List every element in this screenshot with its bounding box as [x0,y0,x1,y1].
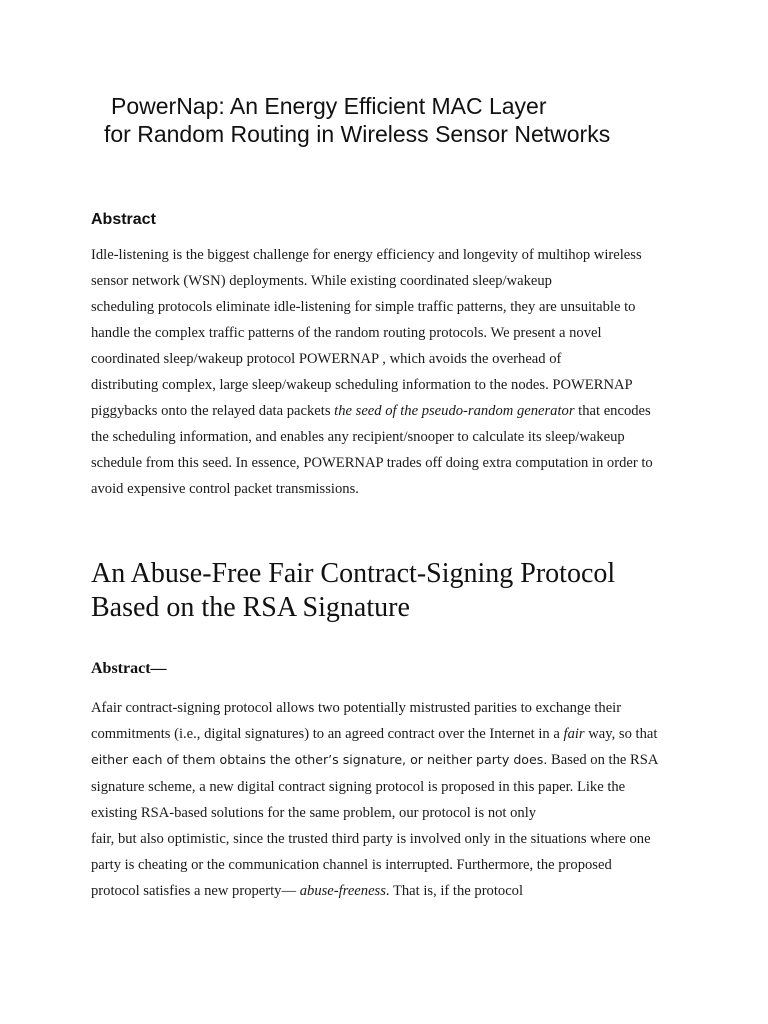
abstract-heading-1: Abstract [91,211,156,228]
abstract-2-line-8-pre: protocol satisfies a new property— [91,883,300,900]
abstract-2-line-3-pre: either each of them obtains the other’s signature, or neither party does. [91,752,548,768]
abstract-2-line: party is cheating or the communication channel is interrupted. Furthermore, the proposed [91,857,612,874]
abstract-1-line: scheduling protocols eliminate idle-listening for simple traffic patterns, they are unsuitable to [91,299,636,315]
abstract-2-line: existing RSA-based solutions for the same problem, our protocol is not only [91,804,537,821]
abstract-1-line: sensor network (WSN) deployments. While existing coordinated sleep/wakeup [91,273,552,289]
abstract-2-line-2-pre: commitments (i.e., digital signatures) to an agreed contract over the Internet in a [91,726,564,743]
abstract-1-line-7-emphasis: the seed of the pseudo-random generator [334,403,575,419]
abstract-body-1 [91,242,653,502]
abstract-1-line-7-post: that encodes [574,403,651,419]
abstract-2-line-mixed [91,878,658,904]
abstract-1-line: the scheduling information, and enables any recipient/snooper to calculate its sleep/wakeup [91,429,625,445]
abstract-1-line-7-pre: piggybacks onto the relayed data packets [91,403,335,419]
abstract-2-line: fair, but also optimistic, since the trusted third party is involved only in the situations where one [91,830,651,847]
abstract-2-line-2-emphasis: fair [563,726,585,743]
abstract-2-line: signature scheme, a new digital contract signing protocol is proposed in this paper. Like the [91,778,626,795]
paper-title-2-line-2: Based on the RSA Signature [91,592,410,623]
abstract-1-line: Idle-listening is the biggest challenge for energy efficiency and longevity of multihop wireless [91,247,642,263]
abstract-1-line: schedule from this seed. In essence, POWERNAP trades off doing extra computation in order to [91,455,653,471]
abstract-1-line: distributing complex, large sleep/wakeup scheduling information to the nodes. POWERNAP [91,377,633,393]
abstract-2-line-2-post: way, so that [584,726,658,743]
paper-title-1-line-2: for Random Routing in Wireless Sensor Networks [104,121,611,147]
abstract-1-line: avoid expensive control packet transmissions. [91,481,359,497]
abstract-1-line: coordinated sleep/wakeup protocol POWERNAP , which avoids the overhead of [91,351,562,367]
abstract-2-line-8-emphasis: abuse-freeness [299,883,386,900]
abstract-heading-2: Abstract— [91,660,167,677]
abstract-2-line-3-post: Based on the RSA [547,752,659,769]
abstract-1-line: handle the complex traffic patterns of the random routing protocols. We present a novel [91,325,602,341]
abstract-2-line-mixed [91,747,658,773]
abstract-body-2 [91,695,658,905]
paper-title-2 [91,557,615,625]
paper-title-1-line-1: PowerNap: An Energy Efficient MAC Layer [111,93,547,119]
paper-title-2-line-1: An Abuse-Free Fair Contract-Signing Protocol [91,558,616,589]
abstract-2-line-8-post: . That is, if the protocol [385,883,524,900]
abstract-2-line: Afair contract-signing protocol allows two potentially mistrusted parities to exchange their [91,700,622,716]
abstract-2-line-mixed [91,721,658,747]
abstract-1-line-mixed [91,398,653,424]
